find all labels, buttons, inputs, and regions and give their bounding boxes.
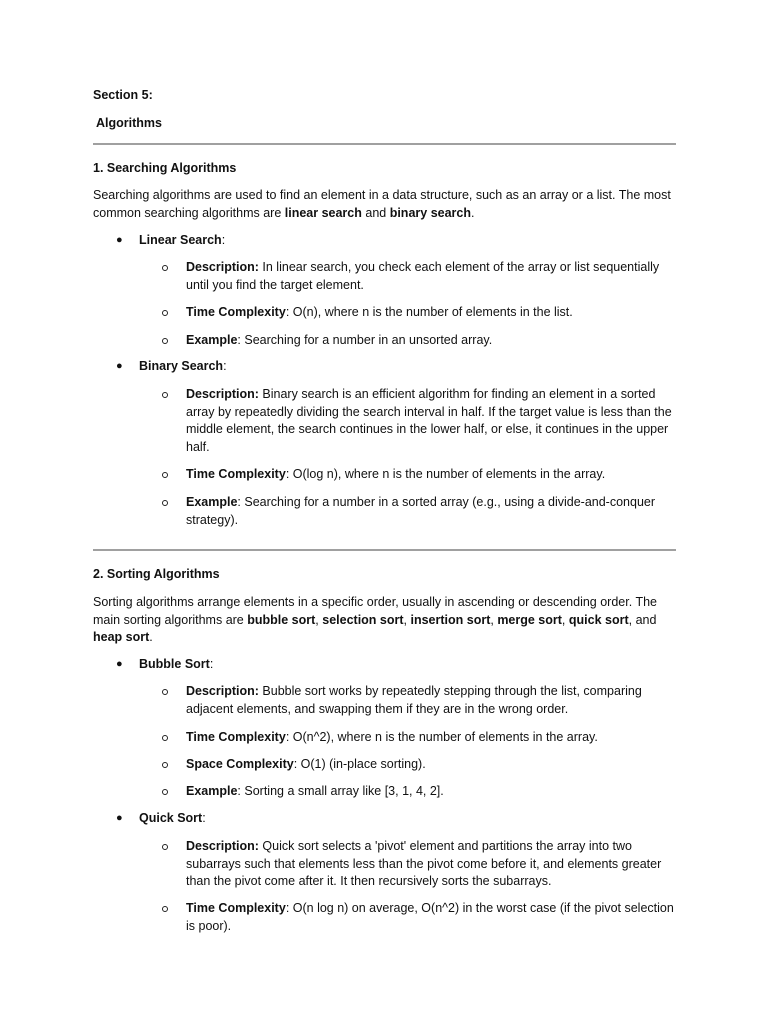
horizontal-rule (93, 549, 676, 551)
bubble-example: Example: Sorting a small array like [3, 1, 4, 2]. (186, 784, 444, 798)
circle-bullet-icon (162, 338, 168, 344)
linear-search-item: Linear Search: (139, 233, 226, 247)
bullet-dot-icon: ● (116, 658, 123, 670)
circle-bullet-icon (162, 472, 168, 478)
bullet-dot-icon: ● (116, 360, 123, 372)
circle-bullet-icon (162, 392, 168, 398)
circle-bullet-icon (162, 735, 168, 741)
bullet-dot-icon: ● (116, 812, 123, 824)
bubble-description: Description: Bubble sort works by repeatedly stepping through the list, comparing adjacent elements, and swapping them if they are in the wrong order. (186, 684, 642, 716)
circle-bullet-icon (162, 844, 168, 850)
circle-bullet-icon (162, 906, 168, 912)
linear-time-complexity: Time Complexity: O(n), where n is the number of elements in the list. (186, 305, 573, 319)
searching-intro: Searching algorithms are used to find an element in a data structure, such as an array or a list. The most common searching algorithms are linear search and binary search. (93, 188, 671, 220)
sorting-intro: Sorting algorithms arrange elements in a specific order, usually in ascending or descending order. The main sorting algorithms are bubble sort, selection sort, insertion sort, merge sort, quick sort, and heap sort. (93, 595, 657, 644)
horizontal-rule (93, 143, 676, 145)
circle-bullet-icon (162, 310, 168, 316)
binary-time-complexity: Time Complexity: O(log n), where n is the number of elements in the array. (186, 467, 606, 481)
section-title: Algorithms (96, 116, 162, 130)
circle-bullet-icon (162, 789, 168, 795)
binary-example: Example: Searching for a number in a sorted array (e.g., using a divide-and-conquer strategy). (186, 495, 656, 527)
linear-description: Description: In linear search, you check each element of the array or list sequentially until you find the target element. (186, 260, 660, 292)
quick-time-complexity: Time Complexity: O(n log n) on average, O(n^2) in the worst case (if the pivot selection is poor). (186, 901, 674, 933)
bullet-dot-icon: ● (116, 234, 123, 246)
sorting-heading: 2. Sorting Algorithms (93, 567, 220, 581)
circle-bullet-icon (162, 265, 168, 271)
section-label: Section 5: (93, 88, 153, 102)
bubble-sort-item: Bubble Sort: (139, 657, 214, 671)
quick-sort-item: Quick Sort: (139, 811, 206, 825)
bubble-time-complexity: Time Complexity: O(n^2), where n is the number of elements in the array. (186, 730, 598, 744)
binary-description: Description: Binary search is an efficient algorithm for finding an element in a sorted array by repeatedly dividing the search interval in half. If the target value is less than the middle element, the search continues in the lower half, or else, it continues in the upper half. (186, 387, 672, 454)
circle-bullet-icon (162, 500, 168, 506)
quick-description: Description: Quick sort selects a 'pivot' element and partitions the array into two subarrays such that elements less than the pivot come before it, and elements greater than the pivot come after it. It then recursively sorts the subarrays. (186, 839, 662, 888)
searching-heading: 1. Searching Algorithms (93, 161, 237, 175)
circle-bullet-icon (162, 762, 168, 768)
bubble-space-complexity: Space Complexity: O(1) (in-place sorting). (186, 757, 426, 771)
circle-bullet-icon (162, 689, 168, 695)
binary-search-item: Binary Search: (139, 359, 227, 373)
linear-example: Example: Searching for a number in an unsorted array. (186, 333, 493, 347)
